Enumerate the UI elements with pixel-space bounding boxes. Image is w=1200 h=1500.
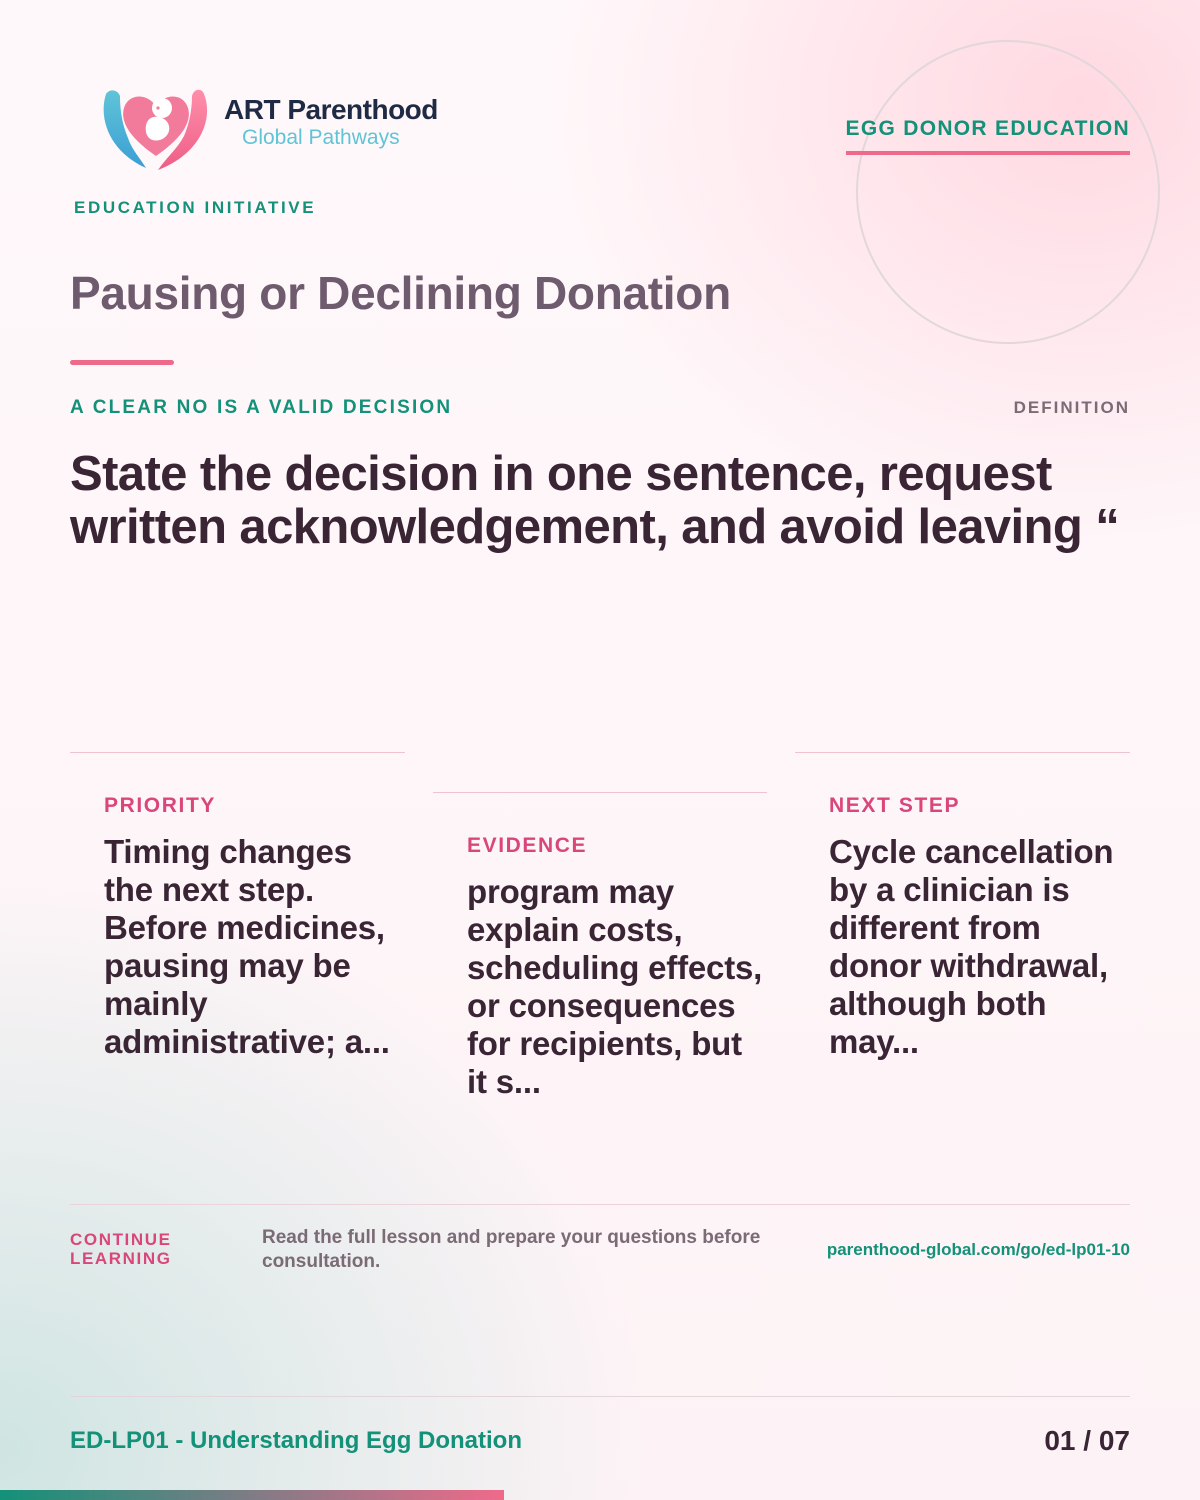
- course-title: ED-LP01 - Understanding Egg Donation: [70, 1427, 523, 1454]
- column-body: Cycle cancellation by a clinician is different from donor withdrawal, although both may...: [829, 833, 1114, 1060]
- column-label: EVIDENCE: [467, 834, 588, 857]
- column-body: program may explain costs, scheduling effects, or consequences for recipients, but it s...: [467, 873, 763, 1100]
- series-label: EGG DONOR EDUCATION: [846, 117, 1130, 155]
- column-label: NEXT STEP: [829, 794, 961, 817]
- priority-column: [70, 752, 405, 1060]
- cta-label: CONTINUE LEARNING: [70, 1230, 172, 1268]
- column-divider: [70, 752, 405, 753]
- column-divider: [795, 752, 1130, 753]
- brand-name: ART Parenthood: [224, 94, 438, 125]
- main-statement: State the decision in one sentence, request written acknowledgement, and avoid leaving “: [70, 447, 1120, 554]
- brand-subtitle: Global Pathways: [242, 126, 400, 149]
- decorative-circle: [856, 40, 1160, 344]
- title-underline: [70, 360, 174, 365]
- page-counter: 01 / 07: [1044, 1425, 1130, 1456]
- progress-bar: [0, 1490, 1200, 1500]
- kicker-text: A CLEAR NO IS A VALID DECISION: [70, 397, 453, 418]
- next-step-column: [795, 752, 1130, 1060]
- column-divider: [433, 792, 767, 793]
- evidence-column: [433, 792, 767, 1100]
- footer-divider: [70, 1396, 1130, 1397]
- brand-logo[interactable]: [100, 74, 440, 174]
- lesson-link[interactable]: parenthood-global.com/go/ed-lp01-10: [826, 1240, 1130, 1259]
- progress-fill: [0, 1490, 504, 1500]
- initiative-label: EDUCATION INITIATIVE: [74, 198, 317, 217]
- column-label: PRIORITY: [104, 794, 216, 817]
- definition-label: DEFINITION: [1013, 398, 1130, 417]
- page-title: Pausing or Declining Donation: [70, 267, 731, 319]
- cta-divider: [70, 1204, 1130, 1205]
- cta-text: Read the full lesson and prepare your questions before consultation.: [262, 1227, 761, 1272]
- heart-hands-baby-icon: [100, 74, 216, 174]
- column-body: Timing changes the next step. Before medicines, pausing may be mainly administrative; a...: [104, 833, 390, 1060]
